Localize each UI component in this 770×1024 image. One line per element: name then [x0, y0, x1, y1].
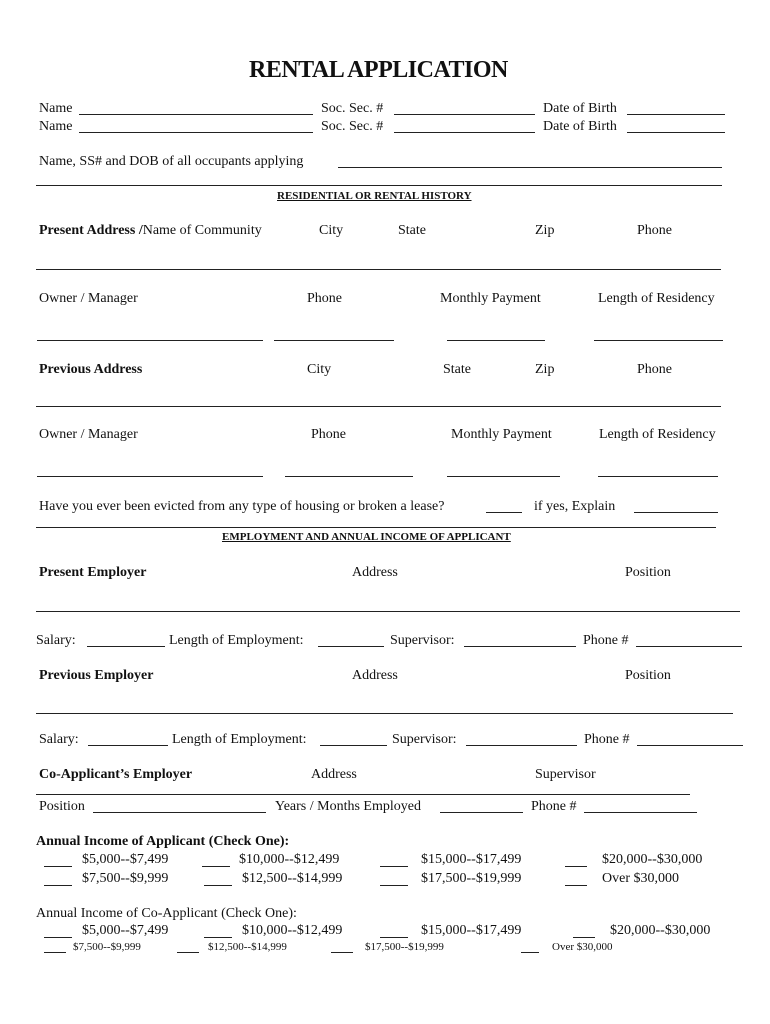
- phone-label-2: Phone: [637, 362, 672, 377]
- supervisor-field-2[interactable]: [466, 745, 577, 746]
- present-address-field[interactable]: [36, 269, 721, 270]
- occupants-field[interactable]: [338, 167, 722, 168]
- previous-employer-field[interactable]: [36, 713, 733, 714]
- explain-field[interactable]: [634, 512, 718, 513]
- previous-address-field[interactable]: [36, 406, 721, 407]
- ssn-field-1[interactable]: [394, 114, 535, 115]
- present-address-bold: Present Address /: [39, 223, 143, 238]
- salary-field-2[interactable]: [88, 745, 168, 746]
- co-income-checkbox-15000[interactable]: [380, 937, 408, 938]
- length-employment-field-2[interactable]: [320, 745, 387, 746]
- income-option-7500: $7,500--$9,999: [82, 871, 169, 886]
- owner-phone-field-2[interactable]: [285, 476, 413, 477]
- owner-field-1[interactable]: [37, 340, 263, 341]
- zip-label-2: Zip: [535, 362, 555, 377]
- monthly-payment-label-2: Monthly Payment: [451, 427, 552, 442]
- coapplicant-phone-label: Phone #: [531, 799, 577, 814]
- co-income-option-10000: $10,000--$12,499: [242, 923, 343, 938]
- evicted-answer-field[interactable]: [486, 512, 522, 513]
- owner-label-2: Owner / Manager: [39, 427, 138, 442]
- previous-address-label: Previous Address: [39, 362, 143, 377]
- employer-position-label-1: Position: [625, 565, 671, 580]
- years-months-label: Years / Months Employed: [275, 799, 421, 814]
- page-title: RENTAL APPLICATION: [249, 57, 508, 83]
- salary-label-2: Salary:: [39, 732, 79, 747]
- city-label-2: City: [307, 362, 332, 377]
- income-checkbox-12500[interactable]: [204, 885, 232, 886]
- salary-field-1[interactable]: [87, 646, 165, 647]
- dob-field-2[interactable]: [627, 132, 725, 133]
- employer-address-label-1: Address: [352, 565, 398, 580]
- applicant-income-heading: Annual Income of Applicant (Check One):: [36, 834, 290, 849]
- income-option-17500: $17,500--$19,999: [421, 871, 522, 886]
- employer-position-label-2: Position: [625, 668, 671, 683]
- coapplicant-phone-field[interactable]: [584, 812, 697, 813]
- length-residency-label-2: Length of Residency: [599, 427, 716, 442]
- state-label-1: State: [398, 223, 426, 238]
- name-field-1[interactable]: [79, 114, 313, 115]
- coapplicant-employer-label: Co-Applicant’s Employer: [39, 767, 193, 782]
- owner-phone-label-2: Phone: [311, 427, 346, 442]
- years-months-field[interactable]: [440, 812, 523, 813]
- co-income-option-15000: $15,000--$17,499: [421, 923, 522, 938]
- name-field-2[interactable]: [79, 132, 313, 133]
- phone-label-1: Phone: [637, 223, 672, 238]
- evicted-question: Have you ever been evicted from any type of housing or broken a lease?: [39, 499, 445, 514]
- income-option-20000: $20,000--$30,000: [602, 852, 703, 867]
- name-label-1: Name: [39, 101, 73, 116]
- residential-heading: RESIDENTIAL OR RENTAL HISTORY: [277, 190, 472, 202]
- present-address-label: [39, 224, 262, 238]
- dob-field-1[interactable]: [627, 114, 725, 115]
- co-income-option-7500: $7,500--$9,999: [73, 941, 141, 953]
- ssn-label-2: Soc. Sec. #: [321, 119, 384, 134]
- coapplicant-income-heading: Annual Income of Co-Applicant (Check One):: [36, 906, 297, 921]
- co-income-checkbox-over30000[interactable]: [521, 952, 539, 953]
- employer-phone-field-1[interactable]: [636, 646, 742, 647]
- name-label-2: Name: [39, 119, 73, 134]
- coapplicant-position-label: Position: [39, 799, 85, 814]
- ssn-field-2[interactable]: [394, 132, 535, 133]
- owner-field-2[interactable]: [37, 476, 263, 477]
- income-checkbox-10000[interactable]: [202, 866, 230, 867]
- co-income-checkbox-12500[interactable]: [177, 952, 199, 953]
- dob-label-2: Date of Birth: [543, 119, 617, 134]
- co-income-checkbox-7500[interactable]: [44, 952, 66, 953]
- co-income-option-20000: $20,000--$30,000: [610, 923, 711, 938]
- co-income-checkbox-5000[interactable]: [44, 937, 72, 938]
- length-employment-label-2: Length of Employment:: [172, 732, 307, 747]
- supervisor-label-2: Supervisor:: [392, 732, 457, 747]
- employer-phone-label-1: Phone #: [583, 633, 629, 648]
- co-income-checkbox-20000[interactable]: [573, 937, 595, 938]
- present-employer-field[interactable]: [36, 611, 740, 612]
- length-employment-label-1: Length of Employment:: [169, 633, 304, 648]
- length-residency-label-1: Length of Residency: [598, 291, 715, 306]
- owner-phone-label-1: Phone: [307, 291, 342, 306]
- length-employment-field-1[interactable]: [318, 646, 384, 647]
- income-option-5000: $5,000--$7,499: [82, 852, 169, 867]
- monthly-payment-label-1: Monthly Payment: [440, 291, 541, 306]
- ssn-label-1: Soc. Sec. #: [321, 101, 384, 116]
- income-checkbox-20000[interactable]: [565, 866, 587, 867]
- co-income-option-17500: $17,500--$19,999: [365, 941, 444, 953]
- employer-phone-label-2: Phone #: [584, 732, 630, 747]
- owner-label-1: Owner / Manager: [39, 291, 138, 306]
- zip-label-1: Zip: [535, 223, 555, 238]
- income-checkbox-over30000[interactable]: [565, 885, 587, 886]
- occupants-field-line-2[interactable]: [36, 185, 722, 186]
- explain-field-line-2[interactable]: [36, 527, 716, 528]
- monthly-payment-field-2[interactable]: [447, 476, 560, 477]
- employer-phone-field-2[interactable]: [637, 745, 743, 746]
- coapplicant-address-label: Address: [311, 767, 357, 782]
- income-option-10000: $10,000--$12,499: [239, 852, 340, 867]
- co-income-option-12500: $12,500--$14,999: [208, 941, 287, 953]
- dob-label-1: Date of Birth: [543, 101, 617, 116]
- income-option-15000: $15,000--$17,499: [421, 852, 522, 867]
- owner-phone-field-1[interactable]: [274, 340, 394, 341]
- supervisor-field-1[interactable]: [464, 646, 576, 647]
- co-income-checkbox-10000[interactable]: [204, 937, 232, 938]
- income-checkbox-17500[interactable]: [380, 885, 408, 886]
- occupants-label: Name, SS# and DOB of all occupants applying: [39, 154, 304, 169]
- present-employer-label: Present Employer: [39, 565, 147, 580]
- employment-heading: EMPLOYMENT AND ANNUAL INCOME OF APPLICANT: [222, 531, 511, 543]
- if-yes-label: if yes, Explain: [534, 499, 616, 514]
- length-residency-field-2[interactable]: [598, 476, 718, 477]
- coapplicant-position-field[interactable]: [93, 812, 266, 813]
- income-option-over30000: Over $30,000: [602, 871, 679, 886]
- previous-employer-label: Previous Employer: [39, 668, 154, 683]
- income-checkbox-7500[interactable]: [44, 885, 72, 886]
- supervisor-label-1: Supervisor:: [390, 633, 455, 648]
- state-label-2: State: [443, 362, 471, 377]
- co-income-option-5000: $5,000--$7,499: [82, 923, 169, 938]
- income-checkbox-15000[interactable]: [380, 866, 408, 867]
- income-option-12500: $12,500--$14,999: [242, 871, 343, 886]
- employer-address-label-2: Address: [352, 668, 398, 683]
- co-income-checkbox-17500[interactable]: [331, 952, 353, 953]
- co-income-option-over30000: Over $30,000: [552, 941, 613, 953]
- length-residency-field-1[interactable]: [594, 340, 723, 341]
- coapplicant-employer-field[interactable]: [36, 794, 690, 795]
- income-checkbox-5000[interactable]: [44, 866, 72, 867]
- community-label: Name of Community: [142, 223, 262, 238]
- city-label-1: City: [319, 223, 344, 238]
- coapplicant-supervisor-label: Supervisor: [535, 767, 596, 782]
- salary-label-1: Salary:: [36, 633, 76, 648]
- monthly-payment-field-1[interactable]: [447, 340, 545, 341]
